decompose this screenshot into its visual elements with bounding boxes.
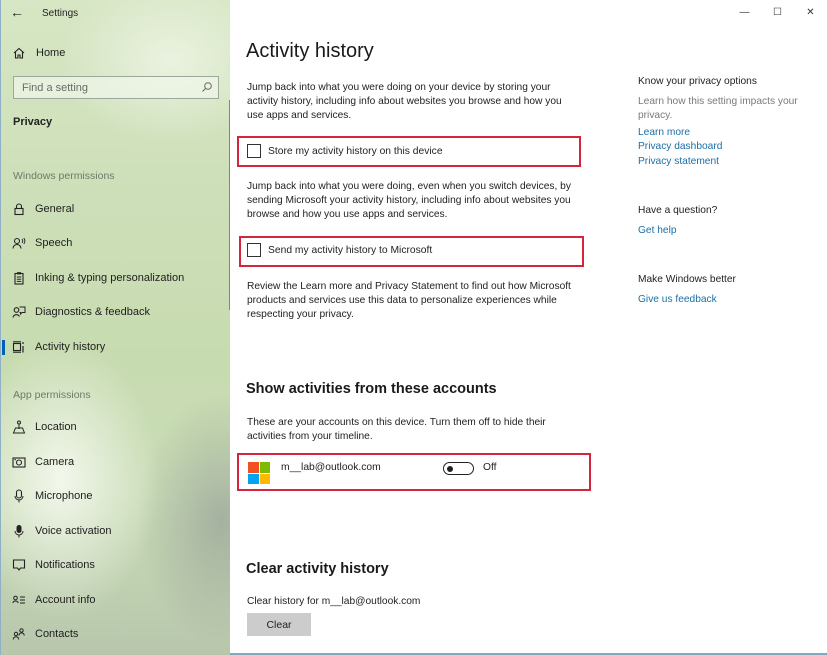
group-label-app-permissions: App permissions xyxy=(13,389,91,401)
microphone-icon xyxy=(12,489,26,503)
sidebar-item-label: Diagnostics & feedback xyxy=(35,306,150,318)
checkbox-icon[interactable] xyxy=(247,144,261,158)
privacy-options-description: Learn how this setting impacts your privacy. xyxy=(638,96,798,121)
privacy-options-heading: Know your privacy options xyxy=(638,76,757,87)
sidebar-item-label: Account info xyxy=(35,594,96,606)
send-history-label: Send my activity history to Microsoft xyxy=(268,244,433,256)
sidebar-item-label: Microphone xyxy=(35,490,93,502)
diagnostics-icon xyxy=(12,305,26,319)
home-label: Home xyxy=(36,47,66,59)
clipboard-icon xyxy=(12,271,26,285)
sidebar-item-contacts[interactable] xyxy=(1,621,227,647)
app-title: Settings xyxy=(42,8,79,19)
sidebar-item-diagnostics-feedback[interactable] xyxy=(1,299,227,325)
clear-description: Clear history for m__lab@outlook.com xyxy=(247,596,421,607)
home-icon xyxy=(12,46,26,60)
account-email: m__lab@outlook.com xyxy=(281,462,381,473)
sidebar-item-label: Inking & typing personalization xyxy=(35,272,185,284)
send-history-checkbox[interactable] xyxy=(247,243,432,257)
voice-activation-icon xyxy=(12,524,26,538)
sidebar-item-label: Notifications xyxy=(35,559,95,571)
sidebar-item-account-info[interactable] xyxy=(1,587,227,613)
back-button[interactable]: ← xyxy=(10,4,24,20)
sidebar-item-inking-typing[interactable] xyxy=(1,265,227,291)
sidebar-item-voice-activation[interactable] xyxy=(1,518,227,544)
camera-icon xyxy=(12,455,26,469)
page-title: Activity history xyxy=(246,40,374,62)
title-bar xyxy=(1,0,231,28)
sidebar-item-activity-history[interactable] xyxy=(1,334,227,360)
sidebar-item-label: General xyxy=(35,203,75,215)
store-history-label: Store my activity history on this device xyxy=(268,145,443,157)
sidebar-item-home[interactable] xyxy=(12,44,65,62)
sidebar-item-notifications[interactable] xyxy=(1,552,227,578)
location-icon xyxy=(12,420,26,434)
sidebar-item-microphone[interactable] xyxy=(1,483,227,509)
sidebar-item-speech[interactable] xyxy=(1,230,227,256)
search-placeholder: Find a setting xyxy=(22,82,89,94)
maximize-button[interactable]: ☐ xyxy=(773,6,782,18)
privacy-dashboard-link[interactable]: Privacy dashboard xyxy=(638,141,723,152)
search-icon[interactable] xyxy=(201,81,213,93)
checkbox-icon[interactable] xyxy=(247,243,261,257)
account-info-icon xyxy=(12,593,26,607)
notifications-icon xyxy=(12,558,26,572)
section-title: Privacy xyxy=(13,116,53,128)
activity-history-icon xyxy=(12,340,26,354)
make-windows-better-heading: Make Windows better xyxy=(638,274,736,285)
question-heading: Have a question? xyxy=(638,205,718,216)
group-label-windows-permissions: Windows permissions xyxy=(13,170,115,182)
toggle-state-label: Off xyxy=(483,462,497,473)
clear-button[interactable]: Clear xyxy=(247,613,311,636)
account-toggle[interactable] xyxy=(443,462,474,475)
sidebar xyxy=(0,0,230,655)
give-feedback-link[interactable]: Give us feedback xyxy=(638,294,717,305)
learn-more-link[interactable]: Learn more xyxy=(638,127,691,138)
clear-heading: Clear activity history xyxy=(246,561,389,577)
privacy-statement-link[interactable]: Privacy statement xyxy=(638,156,719,167)
sidebar-item-label: Activity history xyxy=(35,341,106,353)
sidebar-item-label: Location xyxy=(35,421,77,433)
toggle-knob xyxy=(447,466,453,472)
window-controls xyxy=(728,0,827,24)
lock-icon xyxy=(12,202,26,216)
accounts-description: These are your accounts on this device. Turn them off to hide their activities from your timeline. xyxy=(247,417,546,443)
account-row xyxy=(248,462,598,488)
review-text: Review the Learn more and Privacy Statement to find out how Microsoft products and services use this data to personalize experiences while respecting your privacy. xyxy=(247,281,571,321)
sidebar-item-label: Contacts xyxy=(35,628,79,640)
sidebar-item-label: Voice activation xyxy=(35,525,112,537)
sidebar-item-camera[interactable] xyxy=(1,449,227,475)
accounts-heading: Show activities from these accounts xyxy=(246,381,497,397)
content-pane xyxy=(230,0,827,655)
store-history-checkbox[interactable] xyxy=(247,144,443,158)
speech-icon xyxy=(12,236,26,250)
contacts-icon xyxy=(12,627,26,641)
close-button[interactable]: ✕ xyxy=(806,6,815,18)
microsoft-logo-icon xyxy=(248,462,270,484)
send-intro-text: Jump back into what you were doing, even when you switch devices, by sending Microsoft your activity history, including info about websites you browse and how you use apps and services. xyxy=(247,181,571,221)
sidebar-item-location[interactable] xyxy=(1,414,227,440)
sidebar-item-label: Speech xyxy=(35,237,73,249)
intro-text: Jump back into what you were doing on your device by storing your activity history, including info about websites you browse and how you use apps and services. xyxy=(247,82,562,122)
sidebar-item-label: Camera xyxy=(35,456,75,468)
get-help-link[interactable]: Get help xyxy=(638,225,677,236)
search-input[interactable] xyxy=(13,76,219,99)
minimize-button[interactable]: — xyxy=(739,6,750,18)
sidebar-item-general[interactable] xyxy=(1,196,227,222)
